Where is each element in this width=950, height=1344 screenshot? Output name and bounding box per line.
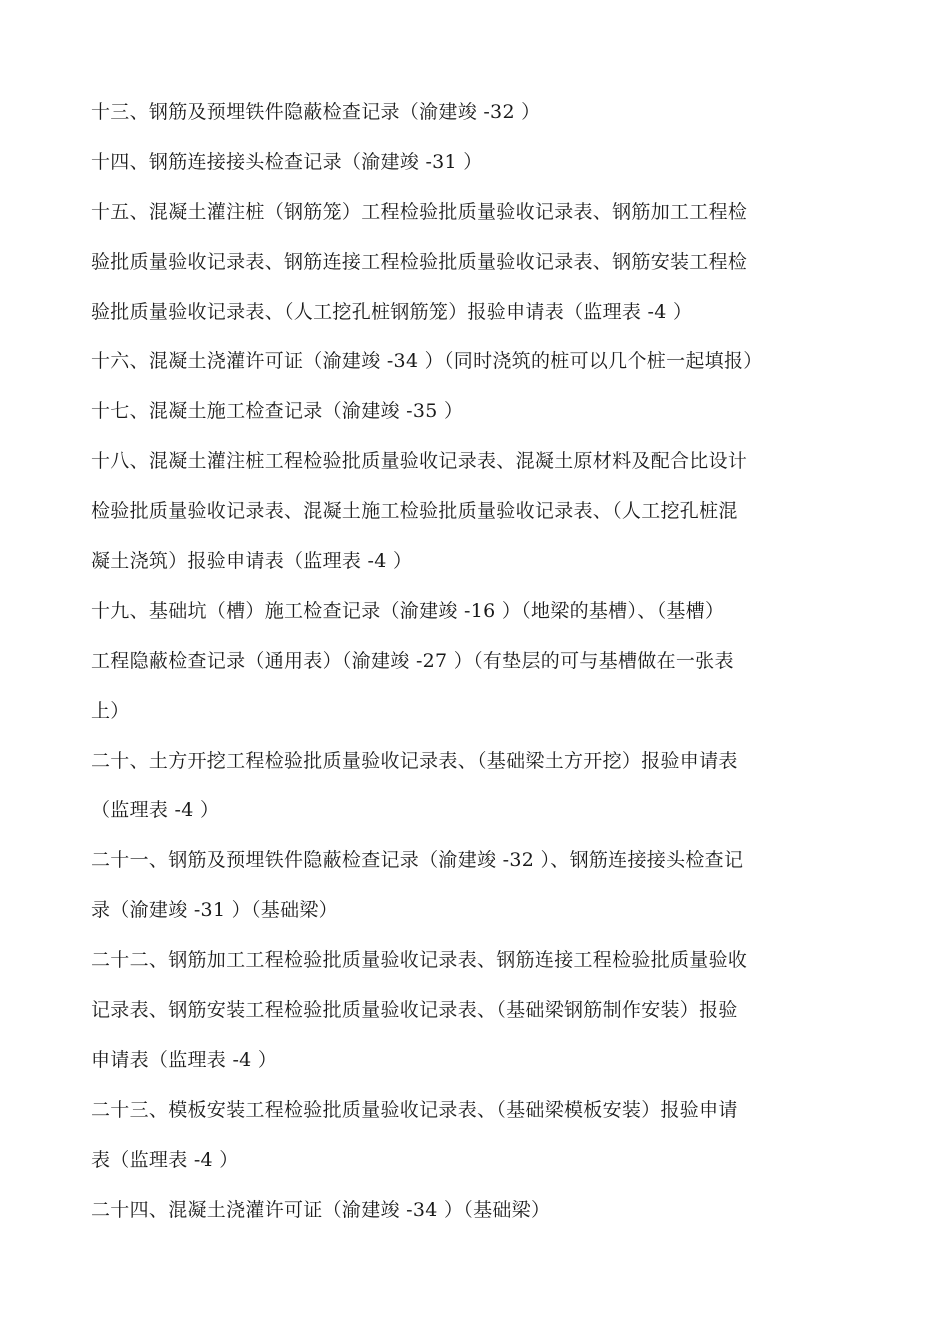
text-line: 十八、混凝土灌注桩工程检验批质量验收记录表、混凝土原材料及配合比设计 <box>91 450 748 473</box>
text-line: 工程隐蔽检查记录（通用表）（渝建竣 -27 ）（有垫层的可与基槽做在一张表 <box>91 649 734 672</box>
text-line: 验批质量验收记录表、钢筋连接工程检验批质量验收记录表、钢筋安装工程检 <box>91 250 748 273</box>
text-line: 二十四、混凝土浇灌许可证（渝建竣 -34 ）（基础梁） <box>91 1198 551 1221</box>
text-line: 十四、钢筋连接接头检查记录（渝建竣 -31 ） <box>91 150 483 173</box>
text-line: 二十、土方开挖工程检验批质量验收记录表、（基础梁土方开挖）报验申请表 <box>91 749 738 772</box>
text-line: 记录表、钢筋安装工程检验批质量验收记录表、（基础梁钢筋制作安装）报验 <box>91 999 738 1022</box>
text-line: 十七、混凝土施工检查记录（渝建竣 -35 ） <box>91 400 464 423</box>
text-line: 验批质量验收记录表、（人工挖孔桩钢筋笼）报验申请表（监理表 -4 ） <box>91 300 693 323</box>
text-line: 十五、混凝土灌注桩（钢筋笼）工程检验批质量验收记录表、钢筋加工工程检 <box>91 200 748 223</box>
text-line: 申请表（监理表 -4 ） <box>91 1048 278 1071</box>
text-line: 二十一、钢筋及预埋铁件隐蔽检查记录（渝建竣 -32 ）、钢筋连接接头检查记 <box>91 849 744 872</box>
document-body <box>91 88 866 1235</box>
text-line: （监理表 -4 ） <box>91 799 220 822</box>
text-line: 凝土浇筑）报验申请表（监理表 -4 ） <box>91 550 413 573</box>
text-line: 十六、混凝土浇灌许可证（渝建竣 -34 ）（同时浇筑的桩可以几个桩一起填报） <box>91 350 763 373</box>
text-line: 表（监理表 -4 ） <box>91 1148 239 1171</box>
text-line: 二十三、模板安装工程检验批质量验收记录表、（基础梁模板安装）报验申请 <box>91 1098 738 1121</box>
text-line: 二十二、钢筋加工工程检验批质量验收记录表、钢筋连接工程检验批质量验收 <box>91 949 748 972</box>
text-line: 录（渝建竣 -31 ）（基础梁） <box>91 899 338 922</box>
text-line: 十三、钢筋及预埋铁件隐蔽检查记录（渝建竣 -32 ） <box>91 101 541 123</box>
text-line: 检验批质量验收记录表、混凝土施工检验批质量验收记录表、（人工挖孔桩混 <box>91 500 738 523</box>
text-line: 上） <box>91 699 130 722</box>
text-line: 十九、基础坑（槽）施工检查记录（渝建竣 -16 ）（地梁的基槽）、（基槽） <box>91 599 725 622</box>
